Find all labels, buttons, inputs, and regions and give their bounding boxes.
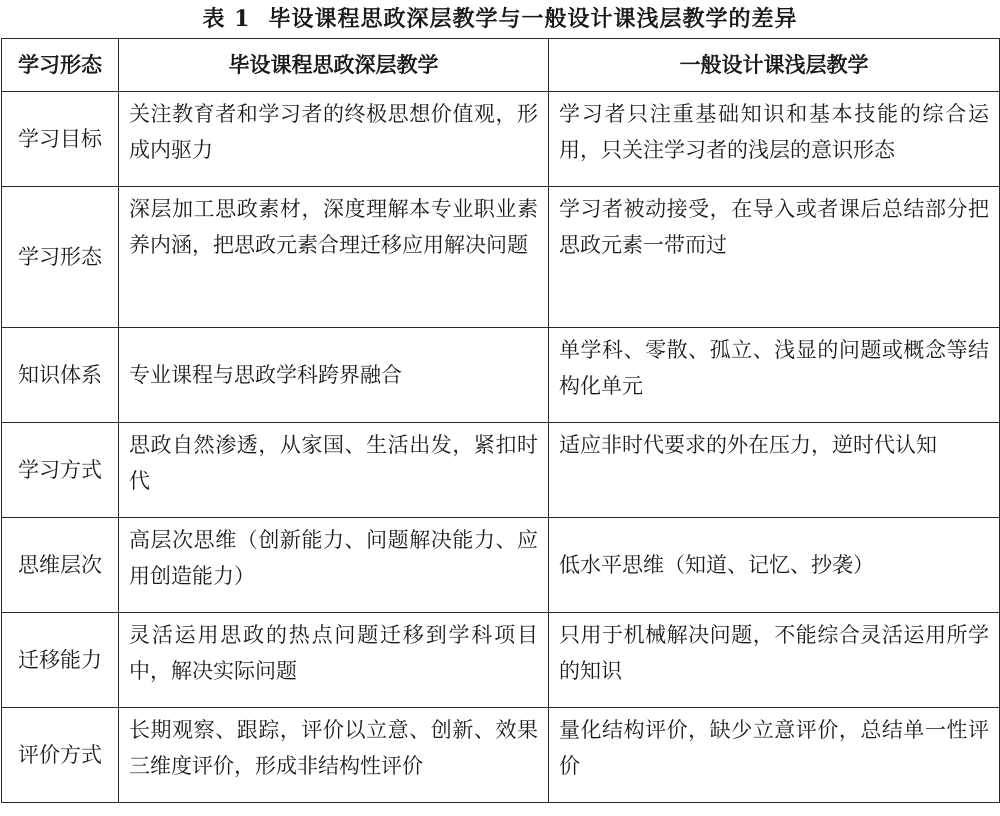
shallow-cell: 学习者被动接受，在导入或者课后总结部分把思政元素一带而过 xyxy=(549,187,1000,328)
deep-cell: 专业课程与思政学科跨界融合 xyxy=(119,328,549,423)
comparison-table xyxy=(1,38,1000,803)
shallow-cell: 单学科、零散、孤立、浅显的问题或概念等结构化单元 xyxy=(549,328,1000,423)
row-label: 学习形态 xyxy=(2,187,119,328)
row-label: 思维层次 xyxy=(2,518,119,613)
table-row xyxy=(2,708,1000,803)
row-label: 知识体系 xyxy=(2,328,119,423)
header-shallow-teaching: 一般设计课浅层教学 xyxy=(549,39,1000,92)
shallow-cell: 只用于机械解决问题，不能综合灵活运用所学的知识 xyxy=(549,613,1000,708)
header-row xyxy=(2,39,1000,92)
deep-cell: 深层加工思政素材，深度理解本专业职业素养内涵，把思政元素合理迁移应用解决问题 xyxy=(119,187,549,328)
table-row xyxy=(2,92,1000,187)
deep-cell: 灵活运用思政的热点问题迁移到学科项目中，解决实际问题 xyxy=(119,613,549,708)
row-label: 学习方式 xyxy=(2,423,119,518)
deep-cell: 高层次思维（创新能力、问题解决能力、应用创造能力） xyxy=(119,518,549,613)
shallow-cell: 量化结构评价，缺少立意评价，总结单一性评价 xyxy=(549,708,1000,803)
shallow-cell: 适应非时代要求的外在压力，逆时代认知 xyxy=(549,423,1000,518)
table-row xyxy=(2,423,1000,518)
row-label: 学习目标 xyxy=(2,92,119,187)
table-row xyxy=(2,328,1000,423)
shallow-cell: 低水平思维（知道、记忆、抄袭） xyxy=(549,518,1000,613)
table-number: 表 1 xyxy=(202,6,251,32)
header-deep-teaching: 毕设课程思政深层教学 xyxy=(119,39,549,92)
table-caption xyxy=(0,0,1000,38)
table-title: 毕设课程思政深层教学与一般设计课浅层教学的差异 xyxy=(268,6,798,32)
header-category: 学习形态 xyxy=(2,39,119,92)
table-row xyxy=(2,613,1000,708)
row-label: 评价方式 xyxy=(2,708,119,803)
deep-cell: 思政自然渗透，从家国、生活出发，紧扣时代 xyxy=(119,423,549,518)
table-row xyxy=(2,518,1000,613)
table-row xyxy=(2,187,1000,328)
deep-cell: 关注教育者和学习者的终极思想价值观，形成内驱力 xyxy=(119,92,549,187)
deep-cell: 长期观察、跟踪，评价以立意、创新、效果三维度评价，形成非结构性评价 xyxy=(119,708,549,803)
row-label: 迁移能力 xyxy=(2,613,119,708)
shallow-cell: 学习者只注重基础知识和基本技能的综合运用，只关注学习者的浅层的意识形态 xyxy=(549,92,1000,187)
